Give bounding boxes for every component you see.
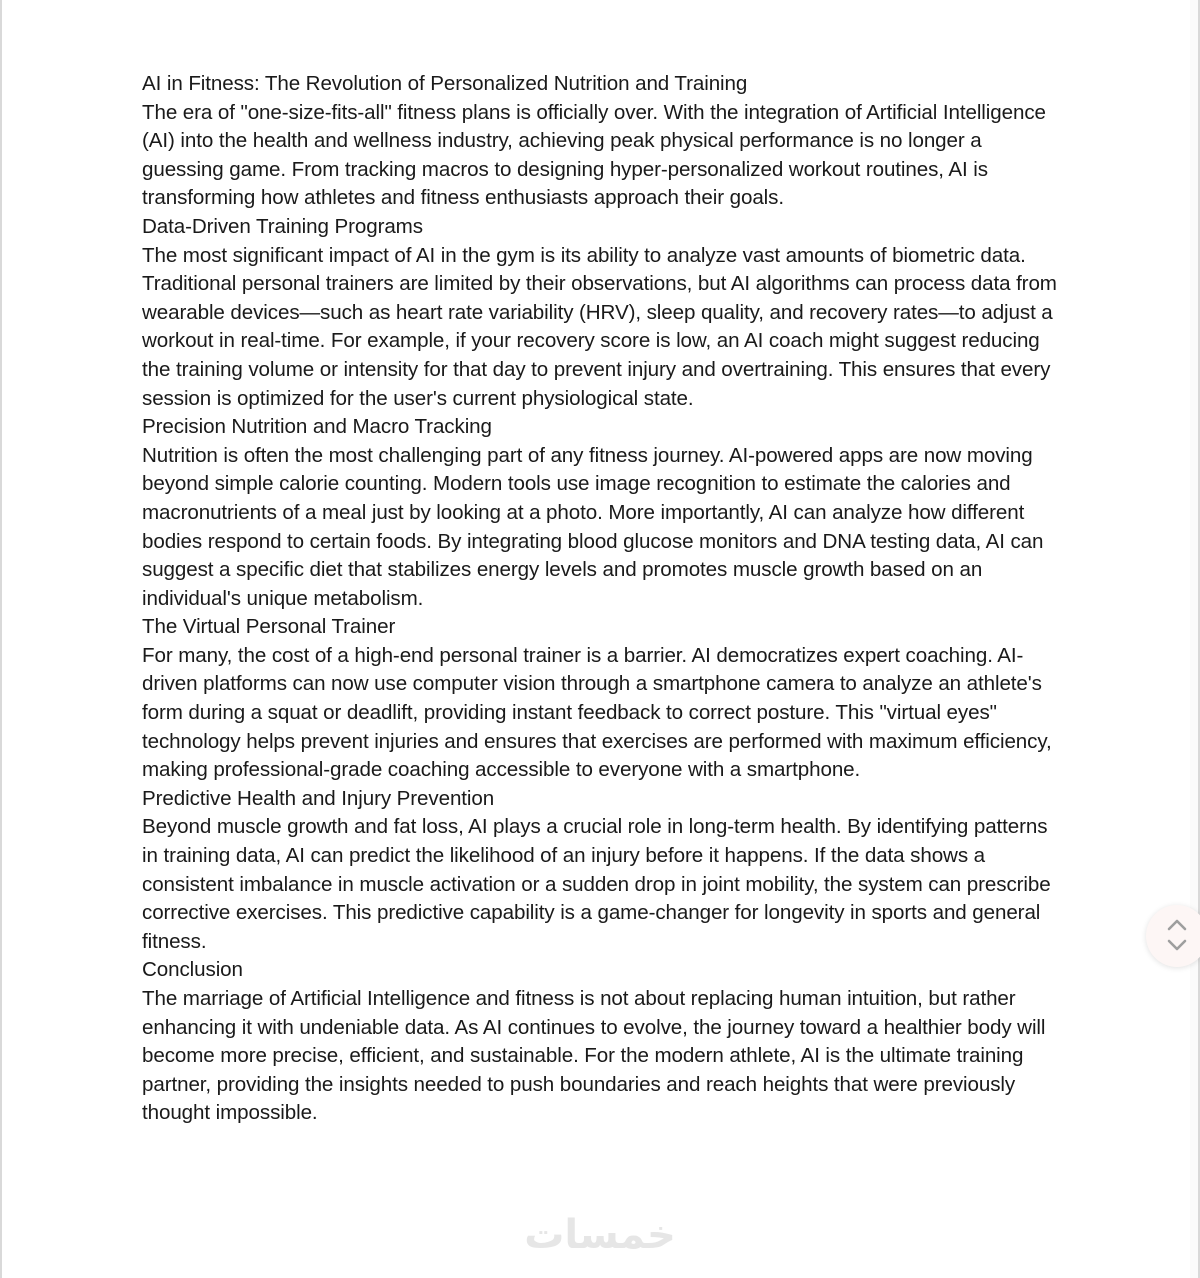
section-body: The most significant impact of AI in the gym is its ability to analyze vast amounts of biometric data. Traditional personal trainers are limited by their observations, but AI algorithms can process data from wearable devices—such as heart rate variability (HRV), sleep quality, and recovery rates—to adjust a workout in real-time. For example, if your recovery score is low, an AI coach might suggest reducing the training volume or intensity for that day to prevent injury and overtraining. This ensures that every session is optimized for the user's current physiological state. <box>142 243 1057 410</box>
watermark-logo: خمسات <box>524 1212 676 1258</box>
section-body: For many, the cost of a high-end personal trainer is a barrier. AI democratizes expert coaching. AI-driven platforms can now use computer vision through a smartphone camera to analyze an athlete's form during a squat or deadlift, providing instant feedback to correct posture. This "virtual eyes" technology helps prevent injuries and ensures that exercises are performed with maximum efficiency, making professional-grade coaching accessible to everyone with a smartphone. <box>142 643 1052 782</box>
section-heading: Precision Nutrition and Macro Tracking <box>142 415 492 439</box>
article-title: AI in Fitness: The Revolution of Personalized Nutrition and Training <box>142 72 748 95</box>
scroll-nav-button[interactable] <box>1146 905 1200 967</box>
section-body: Nutrition is often the most challenging part of any fitness journey. AI-powered apps are now moving beyond simple calorie counting. Modern tools use image recognition to estimate the calories and macronutrients of a meal just by looking at a photo. More importantly, AI can analyze how different bodies respond to certain foods. By integrating blood glucose monitors and DNA testing data, AI can suggest a specific diet that stabilizes energy levels and promotes muscle growth based on an individual's unique metabolism. <box>142 443 1044 610</box>
section-heading: The Virtual Personal Trainer <box>142 615 396 639</box>
chevron-up-icon[interactable] <box>1166 918 1188 932</box>
section-heading: Data-Driven Training Programs <box>142 214 423 238</box>
section-heading: Predictive Health and Injury Prevention <box>142 786 495 810</box>
article-intro: The era of "one-size-fits-all" fitness plans is officially over. With the integration of Artificial Intelligence (AI) into the health and wellness industry, achieving peak physical performance is no longer a guessing game. From tracking macros to designing hyper-personalized workout routines, AI is transforming how athletes and fitness enthusiasts approach their goals. <box>142 100 1046 210</box>
section-heading: Conclusion <box>142 958 243 982</box>
chevron-down-icon[interactable] <box>1166 938 1188 952</box>
section-body: Beyond muscle growth and fat loss, AI plays a crucial role in long-term health. By identifying patterns in training data, AI can predict the likelihood of an injury before it happens. If the data shows a consistent imbalance in muscle activation or a sudden drop in joint mobility, the system can prescribe corrective exercises. This predictive capability is a game-changer for longevity in sports and general fitness. <box>142 815 1051 953</box>
scrollbar-track[interactable] <box>1190 0 1198 1278</box>
article <box>142 70 1062 1128</box>
section-body: The marriage of Artificial Intelligence and fitness is not about replacing human intuition, but rather enhancing it with undeniable data. As AI continues to evolve, the journey toward a healthier body will become more precise, efficient, and sustainable. For the modern athlete, AI is the ultimate training partner, providing the insights needed to push boundaries and reach heights that were previously thought impossible. <box>142 987 1046 1125</box>
